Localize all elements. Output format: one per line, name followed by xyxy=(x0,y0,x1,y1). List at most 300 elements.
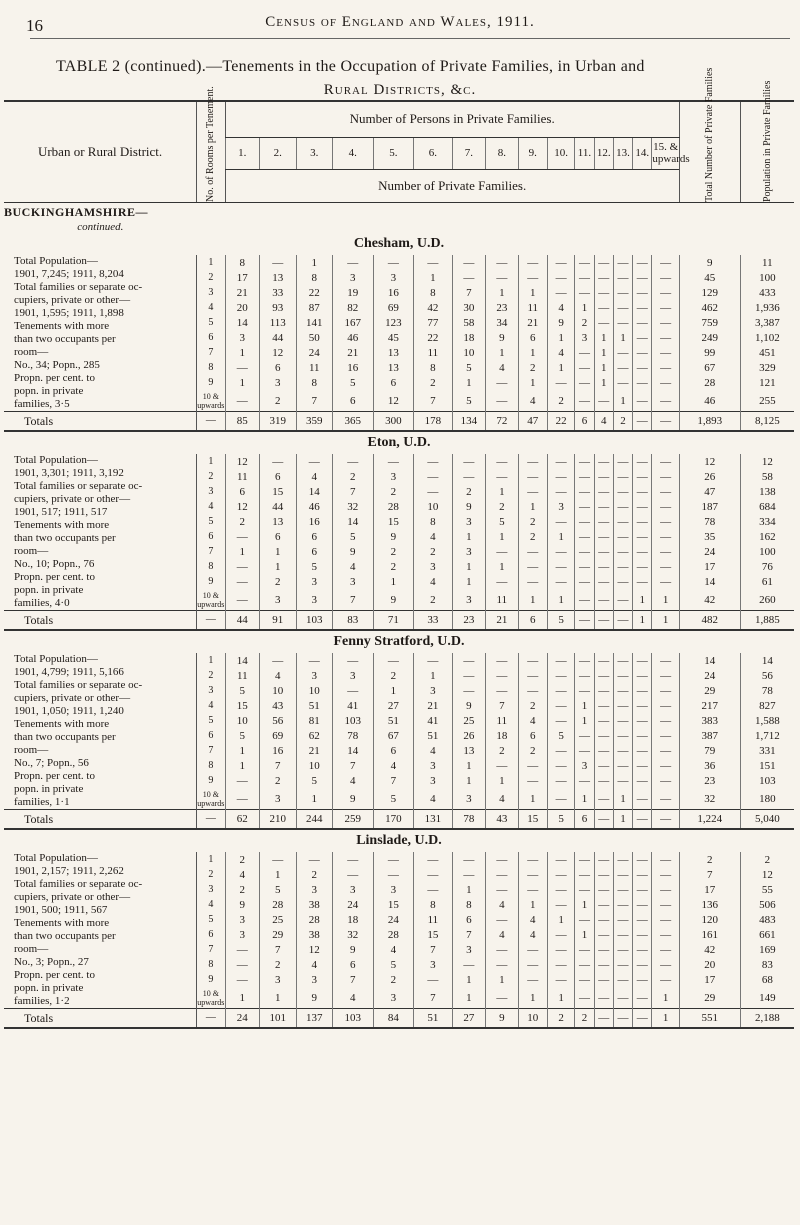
data-cell: 3 xyxy=(225,912,259,927)
data-cell: 5 xyxy=(296,559,333,574)
data-cell: 827 xyxy=(740,698,794,713)
data-cell: 11 xyxy=(486,713,518,728)
data-cell: — xyxy=(652,852,679,867)
data-cell: — xyxy=(518,758,547,773)
data-cell: 6 xyxy=(260,360,297,375)
data-cell: 7 xyxy=(260,758,297,773)
data-cell: 7 xyxy=(373,773,414,788)
data-cell: 12 xyxy=(740,454,794,469)
data-cell: — xyxy=(452,867,485,882)
data-cell: 103 xyxy=(740,773,794,788)
data-cell: — xyxy=(613,852,632,867)
data-cell: 5 xyxy=(225,683,259,698)
data-cell: — xyxy=(518,882,547,897)
district-name: Chesham, U.D. xyxy=(353,236,445,251)
data-cell: — xyxy=(633,300,652,315)
data-cell: 4 xyxy=(414,743,453,758)
summary-line: No., 10; Popn., 76 xyxy=(14,558,95,570)
data-cell: — xyxy=(613,375,632,390)
rooms-cell: 2 xyxy=(197,867,225,882)
data-cell: — xyxy=(633,758,652,773)
data-cell: — xyxy=(633,544,652,559)
page-number: 16 xyxy=(26,16,43,35)
data-cell: 661 xyxy=(740,927,794,942)
summary-line: than two occupants per xyxy=(14,532,116,544)
totals-cell: 71 xyxy=(373,611,414,631)
data-cell: 6 xyxy=(333,390,374,412)
summary-line: Total families or separate oc- xyxy=(14,878,143,890)
data-cell: — xyxy=(373,255,414,270)
totals-cell: 27 xyxy=(452,1009,485,1029)
totals-cell: — xyxy=(197,412,225,432)
data-cell: — xyxy=(486,390,518,412)
persons-col-header: 9. xyxy=(518,137,547,170)
data-cell: — xyxy=(594,529,613,544)
data-cell: 99 xyxy=(679,345,740,360)
totals-row xyxy=(4,611,794,631)
totals-cell: 72 xyxy=(486,412,518,432)
data-cell: 1 xyxy=(486,773,518,788)
summary-line: Total families or separate oc- xyxy=(14,480,143,492)
data-cell: — xyxy=(652,255,679,270)
data-cell: — xyxy=(652,499,679,514)
data-cell: — xyxy=(633,852,652,867)
data-cell: 8 xyxy=(296,270,333,285)
data-cell: 24 xyxy=(679,668,740,683)
data-cell: 9 xyxy=(333,942,374,957)
data-cell: — xyxy=(613,529,632,544)
rooms-cell: 9 xyxy=(197,972,225,987)
data-cell: 38 xyxy=(296,927,333,942)
summary-line: 1901, 500; 1911, 567 xyxy=(14,904,108,916)
rooms-cell: 10 & upwards xyxy=(197,391,225,410)
totals-cell: — xyxy=(594,611,613,631)
totals-cell: 33 xyxy=(414,611,453,631)
persons-col-header: 2. xyxy=(260,137,297,170)
data-cell: — xyxy=(613,574,632,589)
data-cell: 684 xyxy=(740,499,794,514)
district-summary xyxy=(4,852,197,1009)
data-cell: — xyxy=(547,743,574,758)
data-cell: — xyxy=(594,653,613,668)
data-cell: 1 xyxy=(613,788,632,810)
data-cell: — xyxy=(547,653,574,668)
data-cell: — xyxy=(225,773,259,788)
data-cell: — xyxy=(594,743,613,758)
data-cell: 17 xyxy=(679,882,740,897)
data-cell: 1 xyxy=(486,529,518,544)
data-cell: — xyxy=(575,270,594,285)
totals-cell: 137 xyxy=(296,1009,333,1029)
data-cell: — xyxy=(518,867,547,882)
data-cell: 7 xyxy=(414,987,453,1009)
data-cell: — xyxy=(575,360,594,375)
data-cell: 9 xyxy=(225,897,259,912)
data-cell: 17 xyxy=(679,559,740,574)
data-cell: — xyxy=(652,390,679,412)
data-cell: — xyxy=(594,454,613,469)
data-cell: 42 xyxy=(679,589,740,611)
data-cell: — xyxy=(633,987,652,1009)
summary-line: Propn. per cent. to xyxy=(14,969,95,981)
data-cell: — xyxy=(652,683,679,698)
data-cell: 2 xyxy=(414,544,453,559)
data-cell: 1 xyxy=(518,589,547,611)
data-cell: 2 xyxy=(518,514,547,529)
data-cell: — xyxy=(452,852,485,867)
totals-label: Totals xyxy=(4,810,197,830)
data-cell: 1 xyxy=(575,788,594,810)
data-cell: 29 xyxy=(679,987,740,1009)
data-cell: — xyxy=(296,653,333,668)
data-cell: — xyxy=(652,773,679,788)
data-cell: 3 xyxy=(260,972,297,987)
data-cell: — xyxy=(633,728,652,743)
data-cell: — xyxy=(547,683,574,698)
data-cell: — xyxy=(333,867,374,882)
data-cell: 15 xyxy=(225,698,259,713)
summary-line: 1901, 1,050; 1911, 1,240 xyxy=(14,705,124,717)
data-cell: — xyxy=(613,897,632,912)
totals-cell: 101 xyxy=(260,1009,297,1029)
data-cell: — xyxy=(613,912,632,927)
data-cell: — xyxy=(452,957,485,972)
data-cell: 3 xyxy=(296,574,333,589)
rooms-cell: 3 xyxy=(197,285,225,300)
data-cell: 1 xyxy=(547,529,574,544)
data-cell: 45 xyxy=(373,330,414,345)
data-cell: — xyxy=(613,345,632,360)
data-cell: 41 xyxy=(414,713,453,728)
data-cell: — xyxy=(575,683,594,698)
summary-line: 1901, 1,595; 1911, 1,898 xyxy=(14,307,124,319)
rooms-cell: 4 xyxy=(197,499,225,514)
data-cell: 12 xyxy=(260,345,297,360)
data-cell: — xyxy=(414,454,453,469)
totals-cell: 365 xyxy=(333,412,374,432)
data-cell: 12 xyxy=(679,454,740,469)
data-cell: 100 xyxy=(740,544,794,559)
data-cell: — xyxy=(613,972,632,987)
data-cell: 4 xyxy=(225,867,259,882)
data-cell: — xyxy=(594,499,613,514)
data-cell: 123 xyxy=(373,315,414,330)
data-cell: 32 xyxy=(679,788,740,810)
data-cell: 136 xyxy=(679,897,740,912)
data-cell: — xyxy=(547,897,574,912)
data-cell: 28 xyxy=(679,375,740,390)
data-cell: 1 xyxy=(486,345,518,360)
data-cell: 9 xyxy=(452,499,485,514)
rooms-cell: 8 xyxy=(197,957,225,972)
data-cell: — xyxy=(575,375,594,390)
data-cell: 2 xyxy=(260,773,297,788)
data-cell: — xyxy=(547,668,574,683)
totals-cell: — xyxy=(197,810,225,830)
data-cell: 43 xyxy=(260,698,297,713)
data-cell: 1 xyxy=(518,345,547,360)
totals-cell: 23 xyxy=(452,611,485,631)
data-cell: — xyxy=(486,255,518,270)
data-cell: 13 xyxy=(452,743,485,758)
summary-line: No., 34; Popn., 285 xyxy=(14,359,100,371)
data-cell: — xyxy=(575,912,594,927)
rooms-cell: 1 xyxy=(197,454,225,469)
data-cell: — xyxy=(613,499,632,514)
rooms-cell: 7 xyxy=(197,345,225,360)
data-cell: 3 xyxy=(575,330,594,345)
data-cell: — xyxy=(225,390,259,412)
rooms-cell: 3 xyxy=(197,484,225,499)
totals-cell: 319 xyxy=(260,412,297,432)
data-cell: — xyxy=(575,484,594,499)
totals-cell: — xyxy=(594,810,613,830)
data-cell: 32 xyxy=(333,499,374,514)
data-cell: 9 xyxy=(333,544,374,559)
data-cell: 1 xyxy=(594,330,613,345)
summary-line: room— xyxy=(14,943,49,955)
data-cell: 2 xyxy=(373,972,414,987)
data-cell: 4 xyxy=(518,912,547,927)
totals-cell: 1,893 xyxy=(679,412,740,432)
data-cell: 3 xyxy=(414,683,453,698)
data-cell: 3 xyxy=(296,882,333,897)
rooms-cell: 7 xyxy=(197,942,225,957)
persons-col-header: 7. xyxy=(452,137,485,170)
table-subtitle: Rural Districts, &c. xyxy=(323,82,477,98)
data-cell: 1 xyxy=(452,773,485,788)
totals-cell: — xyxy=(594,1009,613,1029)
data-cell: 16 xyxy=(373,285,414,300)
data-cell: — xyxy=(373,852,414,867)
data-cell: 1 xyxy=(486,559,518,574)
data-cell: 2 xyxy=(225,882,259,897)
persons-col-header: 13. xyxy=(613,137,632,170)
data-cell: — xyxy=(652,360,679,375)
data-cell: — xyxy=(518,454,547,469)
district-column-header: Urban or Rural District. xyxy=(4,101,197,203)
data-cell: 11 xyxy=(486,589,518,611)
data-cell: — xyxy=(633,882,652,897)
totals-cell: 2,188 xyxy=(740,1009,794,1029)
data-cell: — xyxy=(613,927,632,942)
totals-cell: 134 xyxy=(452,412,485,432)
data-cell: 68 xyxy=(740,972,794,987)
data-cell: 25 xyxy=(260,912,297,927)
data-cell: — xyxy=(594,469,613,484)
data-cell: — xyxy=(594,698,613,713)
data-cell: — xyxy=(594,897,613,912)
data-cell: 21 xyxy=(333,345,374,360)
totals-cell: — xyxy=(197,611,225,631)
persons-col-header: 12. xyxy=(594,137,613,170)
data-cell: — xyxy=(518,270,547,285)
data-cell: 1 xyxy=(260,559,297,574)
data-cell: — xyxy=(652,942,679,957)
data-cell: 83 xyxy=(740,957,794,972)
data-cell: — xyxy=(333,852,374,867)
data-cell: — xyxy=(575,867,594,882)
data-cell: — xyxy=(414,484,453,499)
data-cell: 3 xyxy=(373,469,414,484)
data-cell: 34 xyxy=(486,315,518,330)
totals-cell: 1,885 xyxy=(740,611,794,631)
data-cell: 1 xyxy=(373,683,414,698)
data-cell: — xyxy=(613,653,632,668)
data-cell: 331 xyxy=(740,743,794,758)
data-cell: 3 xyxy=(296,972,333,987)
totals-cell: 2 xyxy=(547,1009,574,1029)
data-cell: 1 xyxy=(518,897,547,912)
data-cell: 3 xyxy=(373,882,414,897)
rooms-cell: 9 xyxy=(197,375,225,390)
data-cell: 42 xyxy=(679,942,740,957)
data-cell: 483 xyxy=(740,912,794,927)
data-cell: — xyxy=(633,927,652,942)
data-cell: — xyxy=(652,270,679,285)
totals-cell: — xyxy=(197,1009,225,1029)
totals-cell: — xyxy=(633,1009,652,1029)
totals-cell: — xyxy=(652,412,679,432)
data-cell: 4 xyxy=(486,360,518,375)
data-cell: 19 xyxy=(333,285,374,300)
data-cell: — xyxy=(594,255,613,270)
data-cell: — xyxy=(594,867,613,882)
data-cell: 1 xyxy=(518,375,547,390)
data-cell: 6 xyxy=(260,469,297,484)
data-cell: — xyxy=(486,454,518,469)
running-head: Census of England and Wales, 1911. xyxy=(265,14,535,30)
table-row xyxy=(4,454,794,469)
data-cell: 7 xyxy=(486,698,518,713)
data-cell: 14 xyxy=(740,653,794,668)
summary-line: popn. in private xyxy=(14,982,84,994)
data-cell: — xyxy=(547,867,574,882)
data-cell: 7 xyxy=(452,927,485,942)
totals-cell: 6 xyxy=(575,810,594,830)
summary-line: 1901, 2,157; 1911, 2,262 xyxy=(14,865,124,877)
data-cell: 3 xyxy=(333,574,374,589)
data-cell: 12 xyxy=(225,499,259,514)
summary-line: Tenements with more xyxy=(14,718,110,730)
data-cell: 35 xyxy=(679,529,740,544)
data-cell: 3 xyxy=(333,270,374,285)
data-cell: — xyxy=(547,270,574,285)
totals-cell: — xyxy=(575,611,594,631)
data-cell: 2 xyxy=(260,957,297,972)
data-cell: 3 xyxy=(452,589,485,611)
data-cell: — xyxy=(333,683,374,698)
data-cell: 121 xyxy=(740,375,794,390)
summary-line: Total families or separate oc- xyxy=(14,281,143,293)
data-cell: 26 xyxy=(452,728,485,743)
data-cell: 2 xyxy=(518,743,547,758)
data-cell: — xyxy=(518,544,547,559)
data-cell: 162 xyxy=(740,529,794,544)
summary-line: room— xyxy=(14,545,49,557)
totals-cell: 103 xyxy=(296,611,333,631)
data-cell: — xyxy=(575,852,594,867)
data-cell: 51 xyxy=(373,713,414,728)
data-cell: 61 xyxy=(740,574,794,589)
data-cell: 5 xyxy=(547,728,574,743)
data-cell: — xyxy=(594,300,613,315)
data-cell: — xyxy=(486,758,518,773)
data-cell: — xyxy=(613,589,632,611)
data-cell: — xyxy=(652,668,679,683)
totals-cell: 1,224 xyxy=(679,810,740,830)
data-cell: 82 xyxy=(333,300,374,315)
data-cell: — xyxy=(652,375,679,390)
data-cell: — xyxy=(613,668,632,683)
summary-line: than two occupants per xyxy=(14,930,116,942)
data-cell: 120 xyxy=(679,912,740,927)
totals-cell: 300 xyxy=(373,412,414,432)
data-cell: 2 xyxy=(373,484,414,499)
data-cell: 3 xyxy=(414,758,453,773)
summary-line: 1901, 3,301; 1911, 3,192 xyxy=(14,467,124,479)
data-cell: 6 xyxy=(452,912,485,927)
data-cell: 4 xyxy=(518,927,547,942)
data-cell: 26 xyxy=(679,469,740,484)
data-cell: 3 xyxy=(547,499,574,514)
data-cell: — xyxy=(486,375,518,390)
data-cell: 32 xyxy=(333,927,374,942)
population-header: Population in Private Families xyxy=(740,101,794,203)
data-cell: — xyxy=(260,653,297,668)
data-cell: 1 xyxy=(575,713,594,728)
data-cell: — xyxy=(633,469,652,484)
data-cell: — xyxy=(633,788,652,810)
data-cell: — xyxy=(333,653,374,668)
data-cell: 2 xyxy=(740,852,794,867)
data-cell: 11 xyxy=(518,300,547,315)
data-cell: 10 xyxy=(296,683,333,698)
data-cell: — xyxy=(575,743,594,758)
data-cell: — xyxy=(633,713,652,728)
rooms-column-header: No. of Rooms per Tenement. xyxy=(197,101,225,203)
data-cell: — xyxy=(633,285,652,300)
table-body xyxy=(4,203,794,1029)
data-cell: — xyxy=(547,942,574,957)
data-cell: 3,387 xyxy=(740,315,794,330)
data-cell: — xyxy=(633,867,652,882)
data-cell: — xyxy=(633,683,652,698)
data-cell: — xyxy=(414,852,453,867)
data-cell: — xyxy=(518,484,547,499)
data-cell: 3 xyxy=(296,589,333,611)
data-cell: 5 xyxy=(373,957,414,972)
data-cell: 46 xyxy=(333,330,374,345)
data-cell: 3 xyxy=(260,375,297,390)
totals-cell: 259 xyxy=(333,810,374,830)
data-cell: — xyxy=(373,867,414,882)
data-cell: 11 xyxy=(225,469,259,484)
data-cell: 3 xyxy=(225,330,259,345)
data-cell: 7 xyxy=(296,390,333,412)
data-cell: 1 xyxy=(452,375,485,390)
rooms-cell: 2 xyxy=(197,270,225,285)
data-cell: 10 xyxy=(414,499,453,514)
rooms-cell: 5 xyxy=(197,514,225,529)
data-cell: — xyxy=(547,852,574,867)
data-cell: — xyxy=(225,529,259,544)
data-cell: 329 xyxy=(740,360,794,375)
data-cell: — xyxy=(575,255,594,270)
data-cell: 67 xyxy=(373,728,414,743)
data-cell: 8 xyxy=(414,897,453,912)
data-cell: 21 xyxy=(414,698,453,713)
